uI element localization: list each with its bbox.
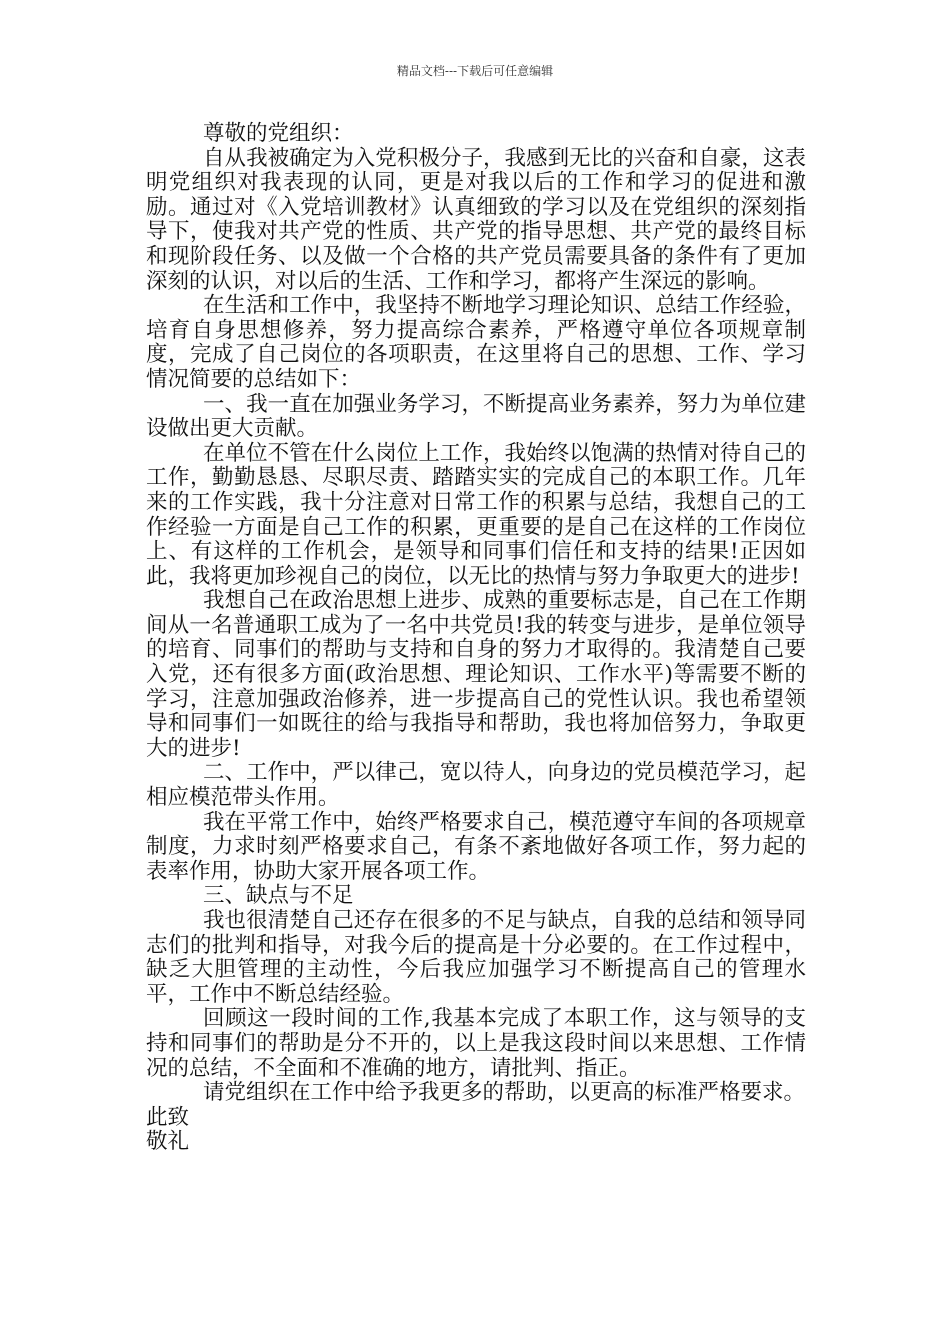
paragraph-intro: 自从我被确定为入党积极分子，我感到无比的兴奋和自豪，这表明党组织对我表现的认同，更是对我以后的工作和学习的促进和激励。通过对《入党培训教材》认真细致的学习以及在党组织的深刻指导下，使我对共产党的性质、共产党的指导思想、共产党的最终目标和现阶段任务、以及做一个合格的共产党员需要具备的条件有了更加深刻的认识，对以后的生活、工作和学习，都将产生深远的影响。 bbox=[146, 145, 806, 294]
letter-body bbox=[146, 122, 806, 1155]
section-heading-1: 一、我一直在加强业务学习，不断提高业务素养，努力为单位建设做出更大贡献。 bbox=[146, 391, 806, 442]
section-heading-3: 三、缺点与不足 bbox=[203, 883, 354, 909]
paragraph-request: 请党组织在工作中给予我更多的帮助，以更高的标准严格要求。 bbox=[203, 1080, 806, 1106]
closing-cizhi: 此致 bbox=[146, 1104, 190, 1130]
paragraph-shortcomings: 我也很清楚自己还存在很多的不足与缺点，自我的总结和领导同志们的批判和指导，对我今后的提高是十分必要的。在工作过程中，缺乏大胆管理的主动性，今后我应加强学习不断提高自己的管理水平，工作中不断总结经验。 bbox=[146, 908, 806, 1007]
letter-salutation: 尊敬的党组织： bbox=[203, 121, 354, 146]
paragraph-overview: 在生活和工作中，我坚持不断地学习理论知识、总结工作经验，培育自身思想修养，努力提高综合素养，严格遵守单位各项规章制度，完成了自己岗位的各项职责，在这里将自己的思想、工作、学习情况简要的总结如下： bbox=[146, 293, 806, 392]
section-heading-2: 二、工作中，严以律己，宽以待人，向身边的党员模范学习，起相应模范带头作用。 bbox=[146, 760, 806, 811]
page-header: 精品文档---下载后可任意编辑 bbox=[396, 64, 554, 78]
paragraph-political-progress: 我想自己在政治思想上进步、成熟的重要标志是，自己在工作期间从一名普通职工成为了一名中共党员!我的转变与进步，是单位领导的培育、同事们的帮助与支持和自身的努力才取得的。我清楚自己要入党，还有很多方面(政治思想、理论知识、工作水平)等需要不断的学习，注意加强政治修养，进一步提高自己的党性认识。我也希望领导和同事们一如既往的给与我指导和帮助，我也将加倍努力，争取更大的进步! bbox=[146, 588, 806, 761]
paragraph-review: 回顾这一段时间的工作,我基本完成了本职工作，这与领导的支持和同事们的帮助是分不开的，以上是我这段时间以来思想、工作情况的总结，不全面和不准确的地方，请批判、指正。 bbox=[146, 1006, 806, 1081]
closing-jingli: 敬礼 bbox=[146, 1129, 190, 1155]
paragraph-discipline: 我在平常工作中，始终严格要求自己，模范遵守车间的各项规章制度，力求时刻严格要求自己，有条不紊地做好各项工作，努力起的表率作用，协助大家开展各项工作。 bbox=[146, 809, 806, 884]
paragraph-work: 在单位不管在什么岗位上工作，我始终以饱满的热情对待自己的工作，勤勤恳恳、尽职尽责、踏踏实实的完成自己的本职工作。几年来的工作实践，我十分注意对日常工作的积累与总结，我想自己的工作经验一方面是自己工作的积累，更重要的是自己在这样的工作岗位上、有这样的工作机会，是领导和同事们信任和支持的结果!正因如此，我将更加珍视自己的岗位，以无比的热情与努力争取更大的进步! bbox=[146, 440, 806, 589]
